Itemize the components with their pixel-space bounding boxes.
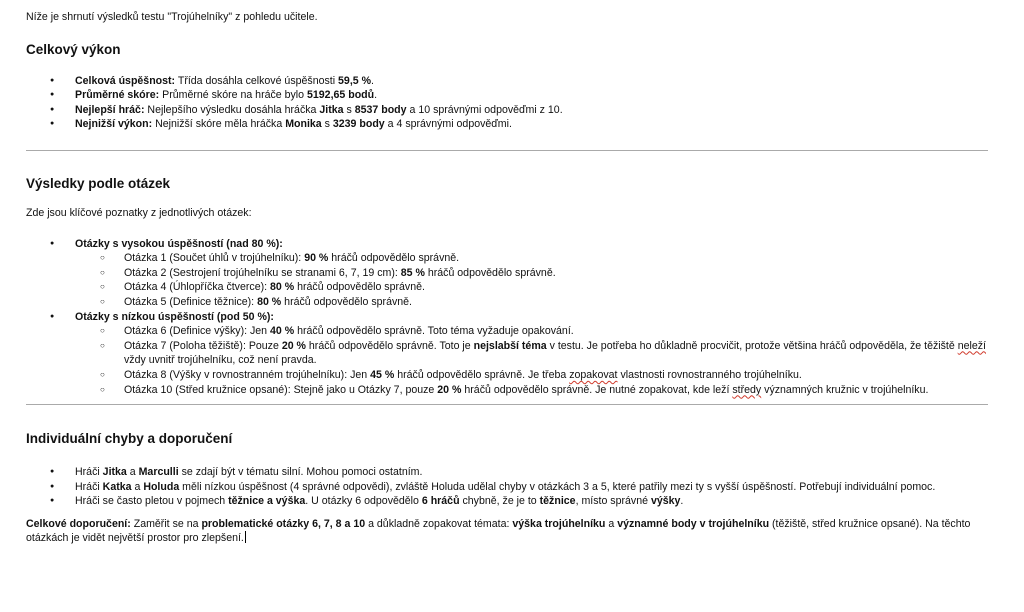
questions-list <box>26 237 998 398</box>
text-cursor <box>245 531 246 543</box>
low-success-list <box>75 324 998 397</box>
list-item: ○ Otázka 5 (Definice těžnice): 80 % hráčů odpovědělo správně. <box>100 295 998 310</box>
low-success-label: Otázky s nízkou úspěšností (pod 50 %): <box>75 310 274 323</box>
list-item <box>50 310 998 398</box>
high-success-label: Otázky s vysokou úspěšností (nad 80 %): <box>75 237 283 250</box>
list-item: ● Hráči Jitka a Marculli se zdají být v tématu silní. Mohou pomoci ostatním. <box>50 465 998 480</box>
list-item: ● Celková úspěšnost: Třída dosáhla celkové úspěšnosti 59,5 %. <box>50 74 998 89</box>
list-item: ○ Otázka 10 (Střed kružnice opsané): Stejně jako u Otázky 7, pouze 20 % hráčů odpovědělo správně. Je nutné zopakovat, kde leží středy významných kružnic v trojúhelníku. <box>100 383 998 398</box>
list-item <box>50 237 998 310</box>
heading-individual: Individuální chyby a doporučení <box>26 431 233 447</box>
individual-list <box>26 465 998 509</box>
list-item: ● Nejnižší výkon: Nejnižší skóre měla hráčka Monika s 3239 body a 4 správnými odpověďmi. <box>50 117 998 132</box>
overall-list <box>26 74 998 132</box>
list-item: ○ Otázka 7 (Poloha těžiště): Pouze 20 % hráčů odpovědělo správně. Toto je nejslabší téma v testu. Je potřeba ho důkladně procvičit, protože většina hráčů odpověděla, že těžiště neleží vždy uvnitř trojúhelníku, což není pravda. <box>100 339 998 368</box>
list-item: ○ Otázka 2 (Sestrojení trojúhelníku se stranami 6, 7, 19 cm): 85 % hráčů odpovědělo správně. <box>100 266 998 281</box>
spellcheck-mark: zopakovat <box>569 368 618 381</box>
list-item: ● Hráči se často pletou v pojmech těžnice a výška. U otázky 6 odpovědělo 6 hráčů chybně, že je to těžnice, místo správné výšky. <box>50 494 998 509</box>
high-success-list <box>75 251 998 309</box>
questions-intro: Zde jsou klíčové poznatky z jednotlivých otázek: <box>26 206 252 219</box>
list-item: ○ Otázka 8 (Výšky v rovnostranném trojúhelníku): Jen 45 % hráčů odpovědělo správně. Je třeba zopakovat vlastnosti rovnostranného trojúhelníku. <box>100 368 998 383</box>
intro-text: Níže je shrnutí výsledků testu "Trojúhelníky" z pohledu učitele. <box>26 11 318 23</box>
list-item: ○ Otázka 4 (Úhlopříčka čtverce): 80 % hráčů odpovědělo správně. <box>100 280 998 295</box>
list-item: ○ Otázka 1 (Součet úhlů v trojúhelníku): 90 % hráčů odpovědělo správně. <box>100 251 998 266</box>
heading-questions: Výsledky podle otázek <box>26 175 171 191</box>
list-item: ● Nejlepší hráč: Nejlepšího výsledku dosáhla hráčka Jitka s 8537 body a 10 správnými odpověďmi z 10. <box>50 103 998 118</box>
heading-overall: Celkový výkon <box>26 41 121 57</box>
list-item: ○ Otázka 6 (Definice výšky): Jen 40 % hráčů odpovědělo správně. Toto téma vyžaduje opakování. <box>100 324 998 339</box>
final-recommendation: Celkové doporučení: Zaměřit se na problematické otázky 6, 7, 8 a 10 a důkladně zopakovat témata: výška trojúhelníku a významné body v trojúhelníku (těžiště, střed kružnice opsané). Na těchto otázkách je vidět největší prostor pro zlepšení. <box>26 517 971 545</box>
list-item: ● Průměrné skóre: Průměrné skóre na hráče bylo 5192,65 bodů. <box>50 88 998 103</box>
spellcheck-mark: neleží <box>957 339 986 352</box>
spellcheck-mark: středy <box>732 383 762 396</box>
list-item: ● Hráči Katka a Holuda měli nízkou úspěšnost (4 správné odpovědi), zvláště Holuda udělal chyby v otázkách 3 a 5, které patřily mezi ty s vyšší úspěšností. Potřebují individuální pomoc. <box>50 480 998 495</box>
